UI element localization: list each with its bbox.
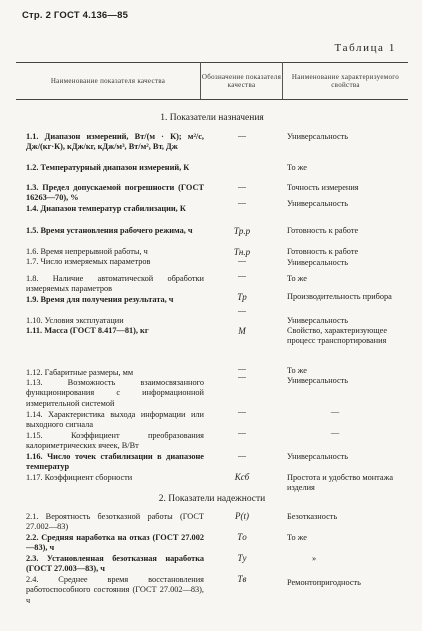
row-property: » bbox=[312, 554, 317, 563]
row-property: Ремонтопригодность bbox=[287, 578, 361, 587]
row-symbol: Tн.р bbox=[233, 247, 251, 257]
row-name: 2.1. Вероятность безотказной работы (ГОСТ 27.002—83) bbox=[26, 512, 204, 532]
row-property: Универсальность bbox=[287, 376, 349, 385]
row-name: 2.2. Средняя наработка на отказ (ГОСТ 27.002—83), ч bbox=[26, 533, 204, 553]
row-symbol: — bbox=[237, 364, 246, 374]
row-symbol: — bbox=[237, 306, 246, 316]
row-name: 1.16. Число точек стабилизации в диапазоне температур bbox=[26, 452, 204, 472]
row-property: — bbox=[330, 428, 340, 437]
row-name: 1.4. Диапазон температур стабилизации, К bbox=[26, 204, 186, 213]
row-symbol: Tв bbox=[237, 574, 247, 584]
row-name: 1.7. Число измеряемых параметров bbox=[26, 257, 151, 266]
row-name: 1.15. Коэффициент преобразования калориметрических ячеек, В/Вт bbox=[26, 431, 204, 451]
row-property: Свойство, характеризующее процесс транспортирования bbox=[287, 326, 388, 346]
row-name: 2.3. Установленная безотказная наработка (ГОСТ 27.003—83), ч bbox=[26, 554, 204, 574]
row-property: Точность измерения bbox=[287, 183, 359, 192]
row-property: Универсальность bbox=[287, 258, 349, 267]
row-symbol: Tо bbox=[237, 532, 247, 542]
row-symbol: M bbox=[238, 326, 246, 336]
table-title: Таблица 1 bbox=[334, 42, 396, 54]
row-property: Универсальность bbox=[287, 132, 349, 141]
row-name: 1.17. Коэффициент сборности bbox=[26, 473, 133, 482]
row-symbol: — bbox=[237, 256, 246, 266]
row-property: Производительность прибора bbox=[287, 292, 392, 301]
row-property: Универсальность bbox=[287, 316, 349, 325]
row-property: Универсальность bbox=[287, 452, 349, 461]
row-name: 1.3. Предел допускаемой погрешности (ГОСТ 16263—70), % bbox=[26, 183, 204, 203]
row-symbol: — bbox=[237, 182, 246, 192]
row-property: Простота и удобство монтажа изделия bbox=[287, 473, 394, 493]
row-name: 1.11. Масса (ГОСТ 8.417—81), кг bbox=[26, 326, 149, 335]
row-symbol: Kсб bbox=[234, 472, 250, 482]
row-name: 1.12. Габаритные размеры, мм bbox=[26, 368, 134, 377]
row-symbol: — bbox=[237, 428, 246, 438]
row-name: 1.13. Возможность взаимосвязанного функционирования с информационной измерительной системой bbox=[26, 378, 204, 408]
row-name: 1.14. Характеристика выхода информации или выходного сигнала bbox=[26, 410, 204, 430]
row-name: 1.1. Диапазон измерений, Вт/(м · К); м²/с, Дж/(кг·К), кДж/кг, кДж/м³, Вт/м², Вт, Дж bbox=[26, 132, 204, 152]
column-header-property: Наименование характеризуемого свойства bbox=[291, 72, 400, 89]
row-property: То же bbox=[287, 274, 307, 283]
row-property: Готовность к работе bbox=[287, 247, 359, 256]
row-symbol: — bbox=[237, 198, 246, 208]
row-symbol: — bbox=[237, 407, 246, 417]
row-name: 2.4. Среднее время восстановления работоспособного состояния (ГОСТ 27.002—83), ч bbox=[26, 575, 204, 605]
row-property: То же bbox=[287, 366, 307, 375]
section-title: 1. Показатели назначения bbox=[160, 113, 264, 123]
row-name: 1.8. Наличие автоматической обработки измеряемых параметров bbox=[26, 274, 204, 294]
row-name: 1.9. Время для получения результата, ч bbox=[26, 295, 174, 304]
row-symbol: — bbox=[237, 372, 246, 382]
row-name: 1.2. Температурный диапазон измерений, К bbox=[26, 163, 190, 172]
row-property: — bbox=[330, 407, 340, 416]
row-property: Универсальность bbox=[287, 199, 349, 208]
row-symbol: Tр.р bbox=[233, 226, 251, 236]
row-symbol: — bbox=[237, 271, 246, 281]
row-name: 1.10. Условия эксплуатации bbox=[26, 316, 124, 325]
row-property: То же bbox=[287, 163, 307, 172]
row-symbol: P(t) bbox=[235, 511, 249, 521]
row-symbol: Tр bbox=[237, 292, 247, 302]
column-header-symbol: Обозначение показателя качества bbox=[201, 72, 282, 89]
column-header-name: Наименование показателя качества bbox=[50, 76, 166, 85]
page-header: Стр. 2 ГОСТ 4.136—85 bbox=[22, 10, 129, 21]
row-symbol: Tу bbox=[237, 553, 247, 563]
section-title: 2. Показатели надежности bbox=[158, 494, 266, 504]
row-name: 1.5. Время установления рабочего режима, ч bbox=[26, 226, 193, 235]
table-header-rule bbox=[16, 99, 408, 100]
row-property: Готовность к работе bbox=[287, 226, 359, 235]
table-top-rule bbox=[16, 62, 408, 63]
row-property: То же bbox=[287, 533, 307, 542]
row-symbol: — bbox=[237, 451, 246, 461]
row-property: Безотказность bbox=[287, 512, 338, 521]
row-name: 1.6. Время непрерывной работы, ч bbox=[26, 247, 148, 256]
row-symbol: — bbox=[237, 131, 246, 141]
